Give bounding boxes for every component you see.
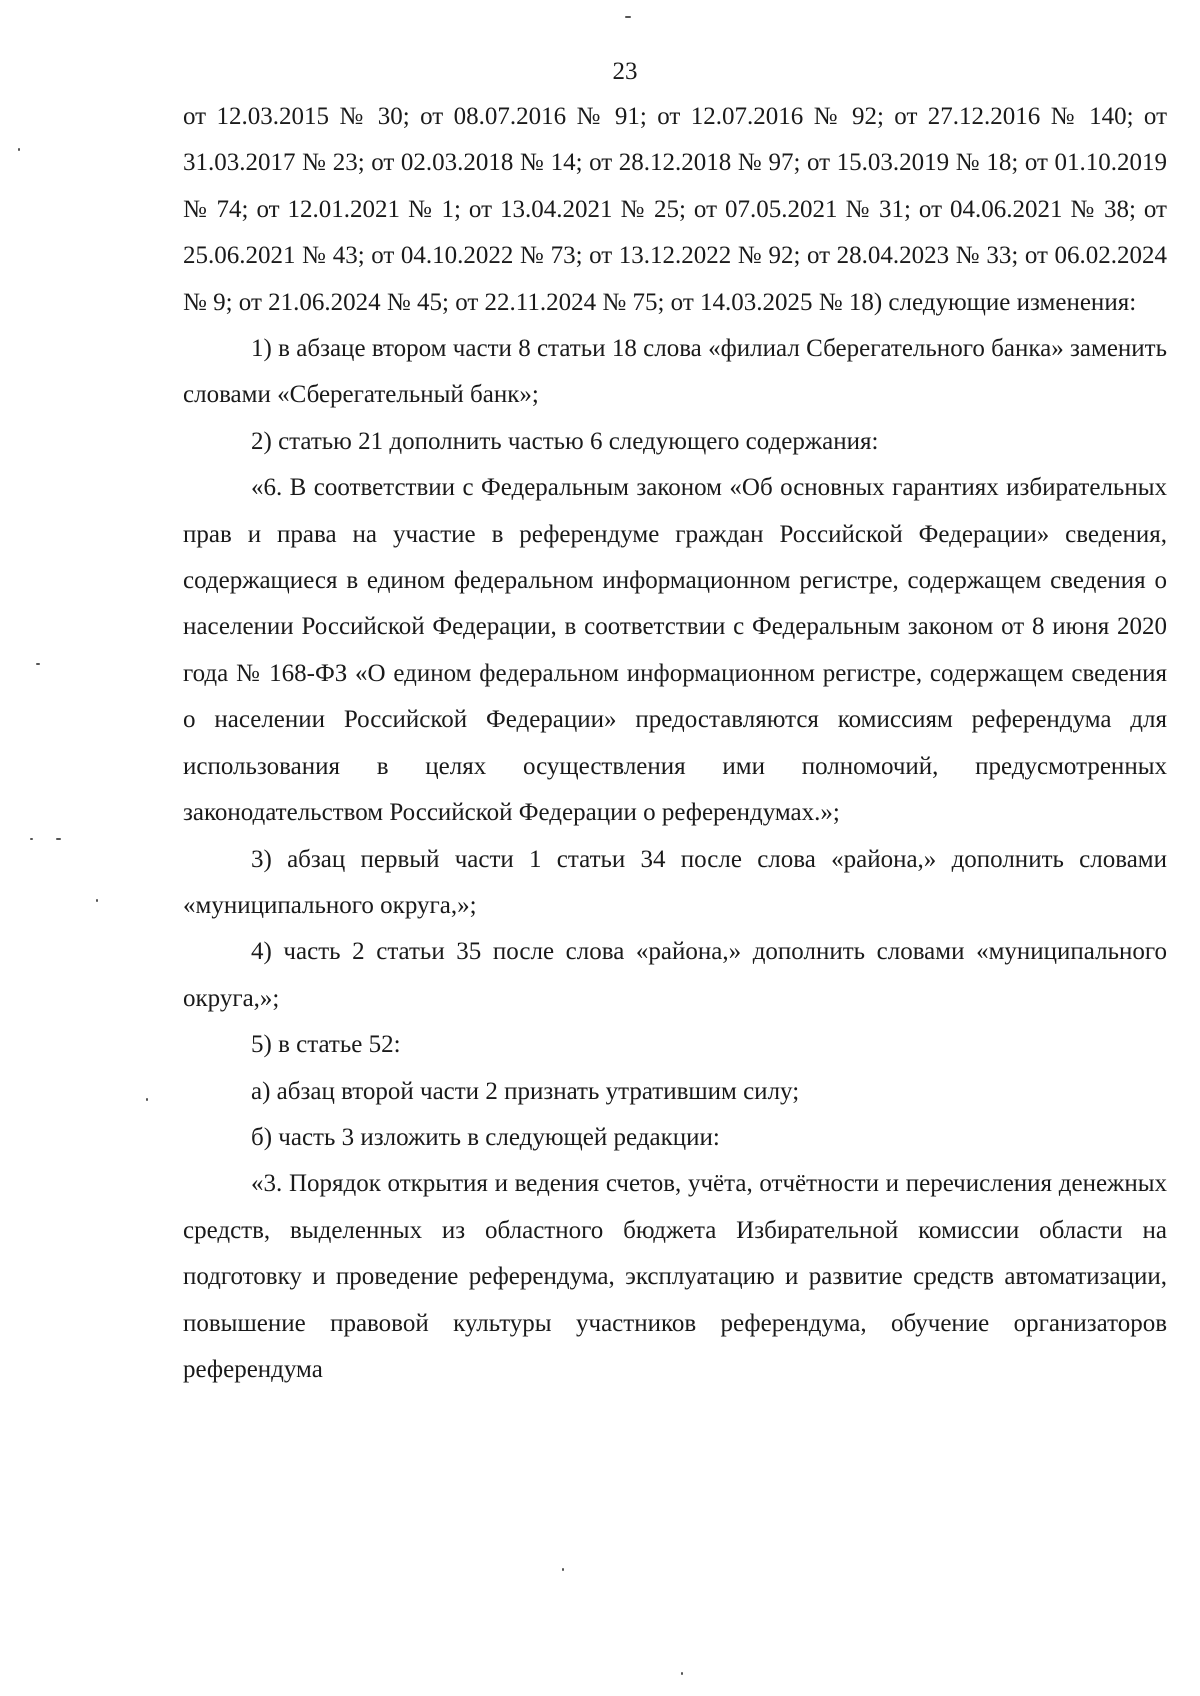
paragraph-item-2: 2) статью 21 дополнить частью 6 следующего содержания:: [251, 427, 879, 455]
scan-speck: [681, 1672, 683, 1675]
scan-speck: [625, 16, 631, 18]
paragraph-item-5: 5) в статье 52:: [251, 1031, 401, 1059]
document-body: [183, 94, 1167, 1393]
scan-speck: [96, 899, 98, 902]
scan-speck: [36, 663, 40, 665]
paragraph-item-5a: а) абзац второй части 2 признать утратившим силу;: [251, 1077, 800, 1105]
paragraph-amendment-list: от 12.03.2015 № 30; от 08.07.2016 № 91; от 12.07.2016 № 92; от 27.12.2016 № 140; от 31.03.2017 № 23; от 02.03.2018 № 14; от 28.12.2018 № 97; от 15.03.2019 № 18; от 01.10.2019 № 74; от 12.01.2021 № 1; от 13.04.2021 № 25; от 07.05.2021 № 31; от 04.06.2021 № 38; от 25.06.2021 № 43; от 04.10.2022 № 73; от 13.12.2022 № 92; от 28.04.2023 № 33; от 06.02.2024 № 9; от 21.06.2024 № 45; от 22.11.2024 № 75; от 14.03.2025 № 18) следующие изменения:: [183, 103, 1167, 316]
scan-speck: [56, 838, 61, 840]
page-number: 23: [612, 58, 638, 85]
paragraph-item-5b: б) часть 3 изложить в следующей редакции:: [251, 1123, 720, 1151]
paragraph-item-3: 3) абзац первый части 1 статьи 34 после слова «района,» дополнить словами «муниципального округа,»;: [183, 845, 1167, 919]
paragraph-item-4: 4) часть 2 статьи 35 после слова «района,» дополнить словами «муниципального округа,»;: [183, 938, 1167, 1012]
paragraph-quoted-part-6: «6. В соответствии с Федеральным законом «Об основных гарантиях избирательных прав и права на участие в референдуме граждан Российской Федерации» сведения, содержащиеся в едином федеральном информационном регистре, содержащем сведения о населении Российской Федерации, в соответствии с Федеральным законом от 8 июня 2020 года № 168-ФЗ «О едином федеральном информационном регистре, содержащем сведения о населении Российской Федерации» предоставляются комиссиям референдума для использования в целях осуществления ими полномочий, предусмотренных законодательством Российской Федерации о референдумах.»;: [183, 474, 1167, 827]
scan-speck: [562, 1568, 564, 1571]
paragraph-item-1: 1) в абзаце втором части 8 статьи 18 слова «филиал Сберегательного банка» заменить словами «Сберегательный банк»;: [183, 335, 1167, 409]
scan-speck: [30, 838, 33, 840]
scan-speck: [146, 1098, 148, 1101]
scan-speck: [18, 148, 20, 151]
paragraph-quoted-part-3: «3. Порядок открытия и ведения счетов, учёта, отчётности и перечисления денежных средств, выделенных из областного бюджета Избирательной комиссии области на подготовку и проведение референдума, эксплуатацию и развитие средств автоматизации, повышение правовой культуры участников референдума, обучение организаторов референдума: [183, 1170, 1167, 1383]
